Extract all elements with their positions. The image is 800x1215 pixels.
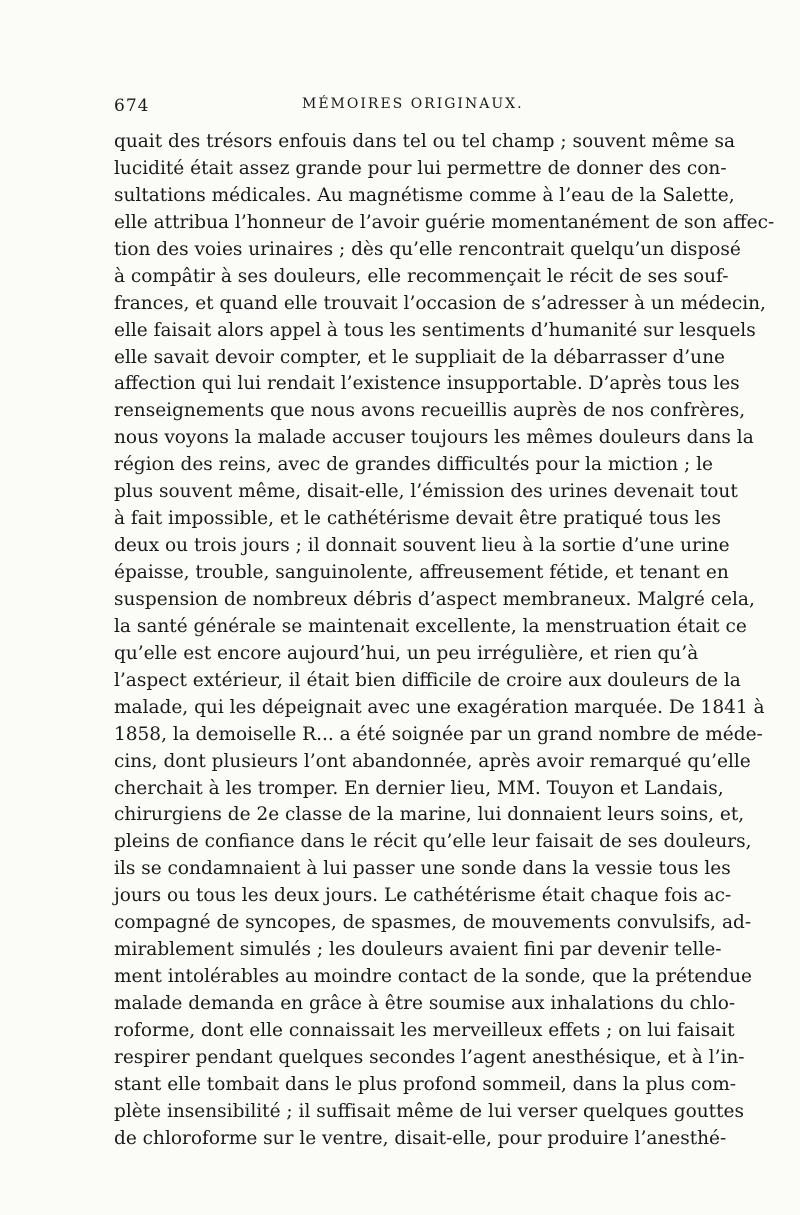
text-line: affection qui lui rendait l’existence insupportable. D’après tous les	[114, 373, 740, 395]
page-header	[114, 96, 690, 120]
text-line: de chloroforme sur le ventre, disait-elle, pour produire l’anesthé-	[114, 1127, 727, 1149]
text-line: plus souvent même, disait-elle, l’émission des urines devenait tout	[114, 481, 738, 503]
text-line: nous voyons la malade accuser toujours les mêmes douleurs dans la	[114, 427, 754, 449]
text-line: l’aspect extérieur, il était bien difficile de croire aux douleurs de la	[114, 669, 741, 691]
text-line: mirablement simulés ; les douleurs avaient fini par devenir telle-	[114, 939, 722, 961]
text-line: jours ou tous les deux jours. Le cathétérisme était chaque fois ac-	[114, 885, 732, 907]
text-line: 1858, la demoiselle R... a été soignée par un grand nombre de méde-	[114, 723, 763, 745]
text-line: région des reins, avec de grandes difficultés pour la miction ; le	[114, 454, 713, 476]
text-line: cins, dont plusieurs l’ont abandonnée, après avoir remarqué qu’elle	[114, 750, 751, 772]
text-line: à fait impossible, et le cathétérisme devait être pratiqué tous les	[114, 508, 721, 530]
text-line: ment intolérables au moindre contact de la sonde, que la prétendue	[114, 966, 752, 988]
text-line: ils se condamnaient à lui passer une sonde dans la vessie tous les	[114, 858, 731, 880]
text-line: lucidité était assez grande pour lui permettre de donner des con-	[114, 157, 727, 179]
text-line: malade demanda en grâce à être soumise aux inhalations du chlo-	[114, 993, 736, 1014]
text-line: stant elle tombait dans le plus profond sommeil, dans la plus com-	[114, 1073, 737, 1095]
text-line: plète insensibilité ; il suffisait même de lui verser quelques gouttes	[114, 1100, 744, 1122]
text-line: deux ou trois jours ; il donnait souvent lieu à la sortie d’une urine	[114, 535, 730, 557]
text-line: respirer pendant quelques secondes l’agent anesthésique, et à l’in-	[114, 1046, 745, 1068]
body-text	[114, 129, 775, 1153]
text-line: malade, qui les dépeignait avec une exagération marquée. De 1841 à	[114, 696, 765, 718]
text-line: roforme, dont elle connaissait les merveilleux effets ; on lui faisait	[114, 1019, 735, 1041]
page-number: 674	[114, 96, 150, 116]
text-line: la santé générale se maintenait excellente, la menstruation était ce	[114, 615, 747, 637]
text-line: elle savait devoir compter, et le suppliait de la débarrasser d’une	[114, 346, 725, 368]
running-title: MÉMOIRES ORIGINAUX.	[302, 96, 524, 112]
text-line: compagné de syncopes, de spasmes, de mouvements convulsifs, ad-	[114, 912, 752, 934]
text-line: elle faisait alors appel à tous les sentiments d’humanité sur lesquels	[114, 319, 756, 341]
text-line: frances, et quand elle trouvait l’occasion de s’adresser à un médecin,	[114, 292, 766, 314]
text-line: renseignements que nous avons recueillis auprès de nos confrères,	[114, 400, 746, 422]
text-line: qu’elle est encore aujourd’hui, un peu irrégulière, et rien qu’à	[114, 642, 699, 664]
text-line: épaisse, trouble, sanguinolente, affreusement fétide, et tenant en	[114, 562, 729, 583]
text-line: sultations médicales. Au magnétisme comme à l’eau de la Salette,	[114, 184, 735, 206]
text-line: cherchait à les tromper. En dernier lieu, MM. Touyon et Landais,	[114, 777, 724, 799]
text-line: tion des voies urinaires ; dès qu’elle rencontrait quelqu’un disposé	[114, 238, 741, 260]
text-line: elle attribua l’honneur de l’avoir guérie momentanément de son affec-	[114, 211, 775, 233]
text-line: suspension de nombreux débris d’aspect membraneux. Malgré cela,	[114, 588, 755, 610]
text-line: pleins de confiance dans le récit qu’elle leur faisait de ses douleurs,	[114, 831, 752, 853]
text-line: quait des trésors enfouis dans tel ou tel champ ; souvent même sa	[114, 131, 736, 152]
text-line: chirurgiens de 2e classe de la marine, lui donnaient leurs soins, et,	[114, 804, 745, 826]
text-line: à compâtir à ses douleurs, elle recommençait le récit de ses souf-	[114, 265, 729, 287]
